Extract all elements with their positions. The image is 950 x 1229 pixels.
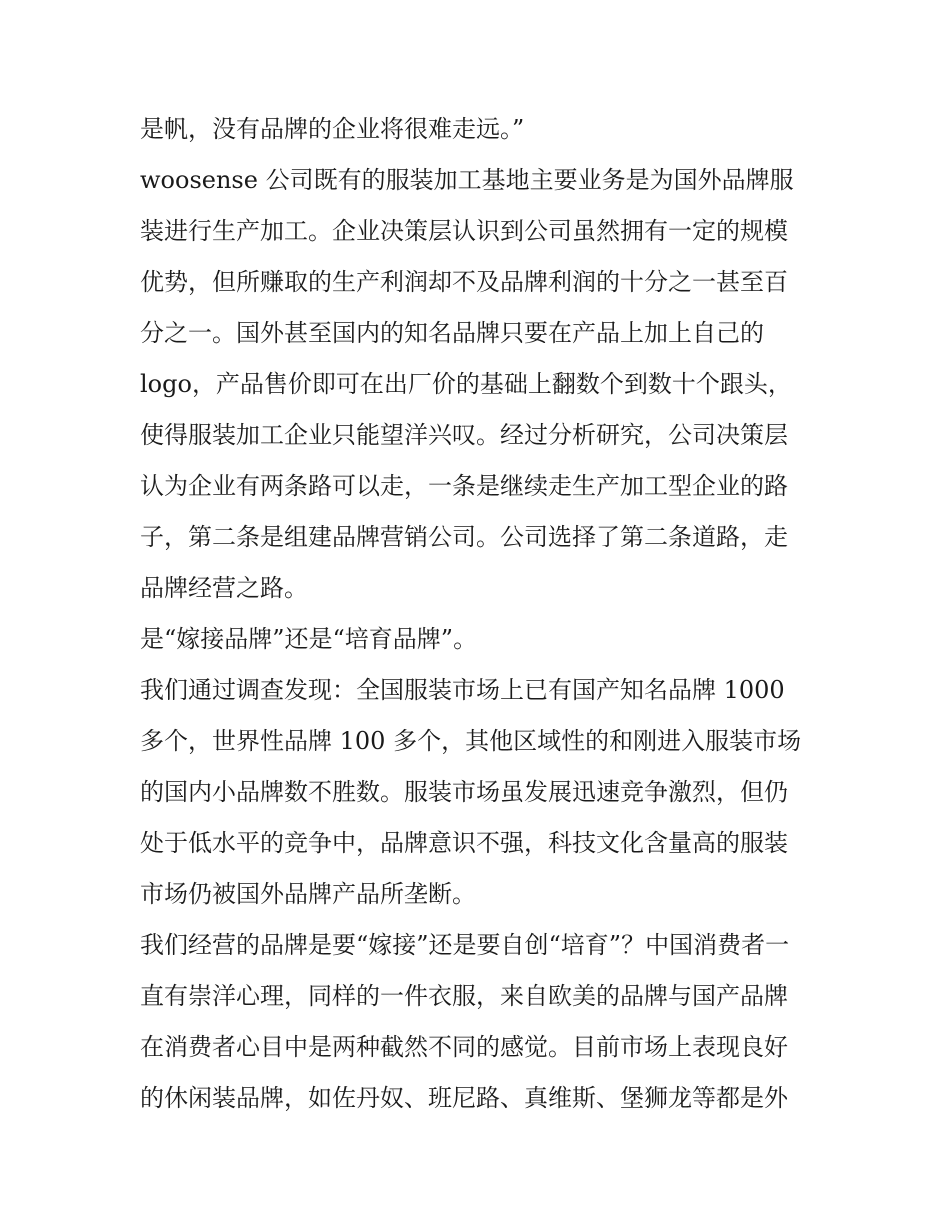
document-body xyxy=(140,104,812,1124)
paragraph-4: 我们通过调查发现：全国服装市场上已有国产知名品牌 1000 多个，世界性品牌 100 多个，其他区域性的和刚进入服装市场 的国内小品牌数不胜数。服装市场虽发展迅速竞争激烈，但仍 处于低水平的竞争中，品牌意识不强，科技文化含量高的服装 市场仍被国外品牌产品所垄断。 xyxy=(140,676,802,908)
paragraph-5: 我们经营的品牌是要“嫁接”还是要自创“培育”？中国消费者一 直有崇洋心理，同样的一件衣服，来自欧美的品牌与国产品牌 在消费者心目中是两种截然不同的感觉。目前市场上表现良好 的休闲装品牌，如佐丹奴、班尼路、真维斯、堡狮龙等都是外 xyxy=(140,931,790,1112)
paragraph-2: woosense 公司既有的服装加工基地主要业务是为国外品牌服 装进行生产加工。企业决策层认识到公司虽然拥有一定的规模 优势，但所赚取的生产利润却不及品牌利润的十分之一甚至百 分之一。国外甚至国内的知名品牌只要在产品上加上自己的 logo，产品售价即可在出厂价的基础上翻数个到数十个跟头， 使得服装加工企业只能望洋兴叹。经过分析研究，公司决策层 认为企业有两条路可以走，一条是继续走生产加工型企业的路 子，第二条是组建品牌营销公司。公司选择了第二条道路，走 品牌经营之路。 xyxy=(140,166,794,602)
paragraph-3: 是“嫁接品牌”还是“培育品牌”。 xyxy=(140,625,478,653)
paragraph-1: 是帆，没有品牌的企业将很难走远。” xyxy=(140,115,525,143)
